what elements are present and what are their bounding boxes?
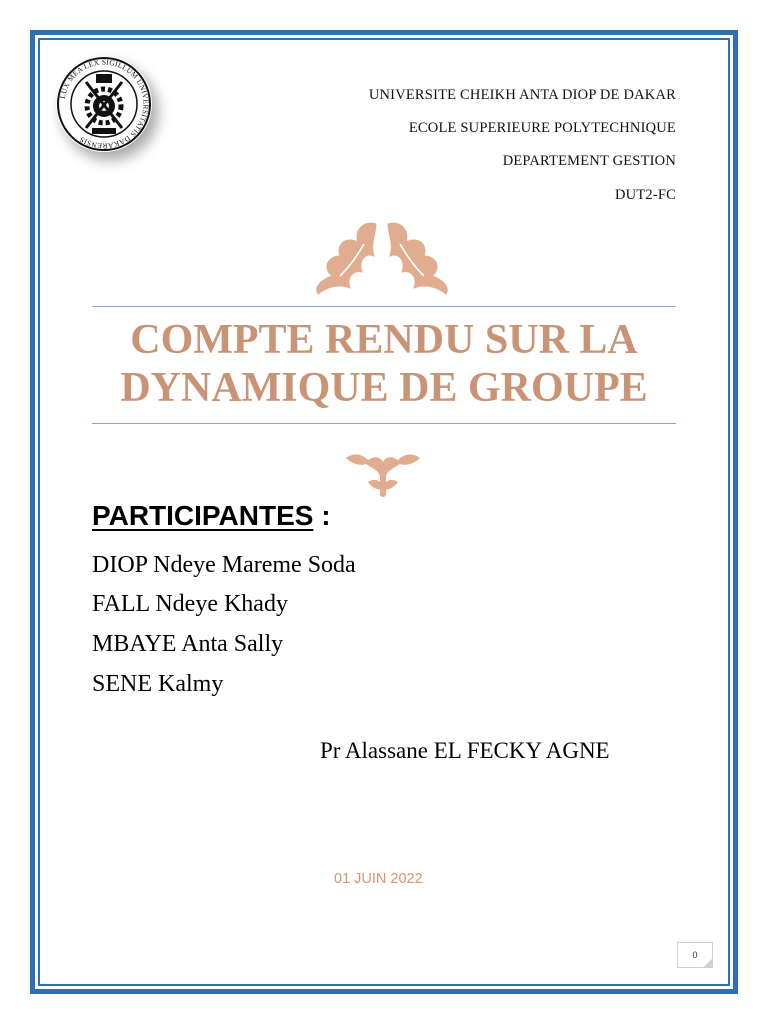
professor-name: Pr Alassane EL FECKY AGNE: [320, 738, 610, 763]
participants-heading: [92, 500, 331, 532]
header-university: UNIVERSITE CHEIKH ANTA DIOP DE DAKAR: [368, 87, 676, 103]
title-line-2: DYNAMIQUE DE GROUPE: [120, 365, 648, 411]
title-bottom-rule: [92, 423, 676, 424]
bottom-floral-ornament-icon: [344, 448, 422, 500]
top-floral-ornament-icon: [306, 214, 458, 296]
participant-name: DIOP Ndeye Mareme Soda: [92, 552, 356, 578]
participants-heading-colon: :: [313, 500, 331, 531]
header-school: ECOLE SUPERIEURE POLYTECHNIQUE: [408, 120, 676, 136]
participant-name: SENE Kalmy: [92, 671, 224, 697]
page-fold-icon: [703, 958, 713, 968]
svg-text:LUX MEA LEX SIGILLUM UNIVERSIT: LUX MEA LEX SIGILLUM UNIVERSITATIS DAKARENSIS: [57, 57, 151, 151]
page-number-box: [677, 942, 713, 968]
university-seal-icon: [56, 56, 152, 152]
header-department: DEPARTEMENT GESTION: [502, 153, 676, 169]
participant-name: MBAYE Anta Sally: [92, 631, 284, 657]
participants-heading-label: PARTICIPANTES: [92, 500, 314, 531]
document-date: 01 JUIN 2022: [334, 871, 423, 887]
header-program: DUT2-FC: [614, 187, 676, 203]
title-top-rule: [92, 306, 676, 307]
participant-name: FALL Ndeye Khady: [92, 591, 288, 617]
document-title: [92, 316, 676, 412]
page-number: 0: [692, 950, 698, 960]
title-line-1: COMPTE RENDU SUR LA: [130, 317, 638, 363]
